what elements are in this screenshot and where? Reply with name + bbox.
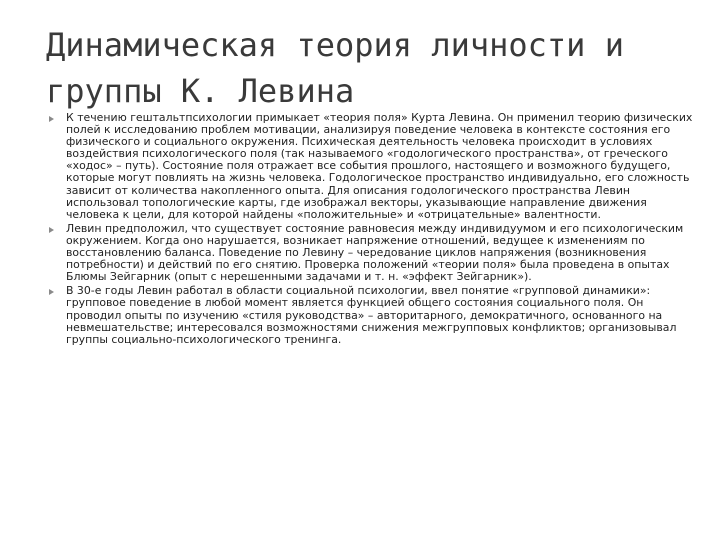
- bullet-text: Левин предположил, что существует состояние равновесия между индивидуумом и его психологическим окружением. Когда оно нарушается, возникает напряжение отношений, ведущее к изменениям по восстановлению баланса. Поведение по Левину – чередование циклов напряжения (возникновения потребности) и действий по его снятию. Проверка положений «теории поля» была проведена в опытах Блюмы Зейгарник (опыт с нерешенными задачами и т. н. «эффект Зейгарник»).: [66, 221, 684, 284]
- bullet-text: В 30-е годы Левин работал в области социальной психологии, ввел понятие «групповой динамики»: групповое поведение в любой момент является функцией общего состояния социального поля. Он проводил опыты по изучению «стиля руководства» – авторитарного, демократичного, основанного на невмешательстве; интересовался возможностями снижения межгрупповых конфликтов; организовывал группы социально-психологического тренинга.: [66, 284, 677, 346]
- bullet-text: К течению гештальтпсихологии примыкает «теория поля» Курта Левина. Он применил теорию физических полей к исследованию проблем мотивации, анализируя поведение человека в контексте состояния его физического и социального окружения. Психическая деятельность человека происходит в условиях воздействия психологического поля (так называемого «годологического пространства», от греческого «ходос» – путь). Состояние поля отражает все события прошлого, настоящего и возможного будущего, которые могут повлиять на жизнь человека. Годологическое пространство индивидуально, его сложность зависит от количества накопленного опыта. Для описания годологического пространства Левин использовал топологические карты, где изображал векторы, указывающие направление движения человека к цели, для которой найдены «положительные» и «отрицательные» валентности.: [66, 111, 693, 221]
- bullet-item-gestalt-field-theory: [46, 112, 700, 221]
- triangle-bullet-icon: [49, 227, 54, 233]
- bullet-item-equilibrium-tension: [46, 223, 700, 283]
- bullet-item-group-dynamics: [46, 285, 700, 345]
- slide-title: Динамическая теория личности и группы К. Левина: [46, 26, 624, 110]
- triangle-bullet-icon: [49, 289, 54, 295]
- triangle-bullet-icon: [49, 116, 54, 122]
- bullet-list: [46, 112, 700, 348]
